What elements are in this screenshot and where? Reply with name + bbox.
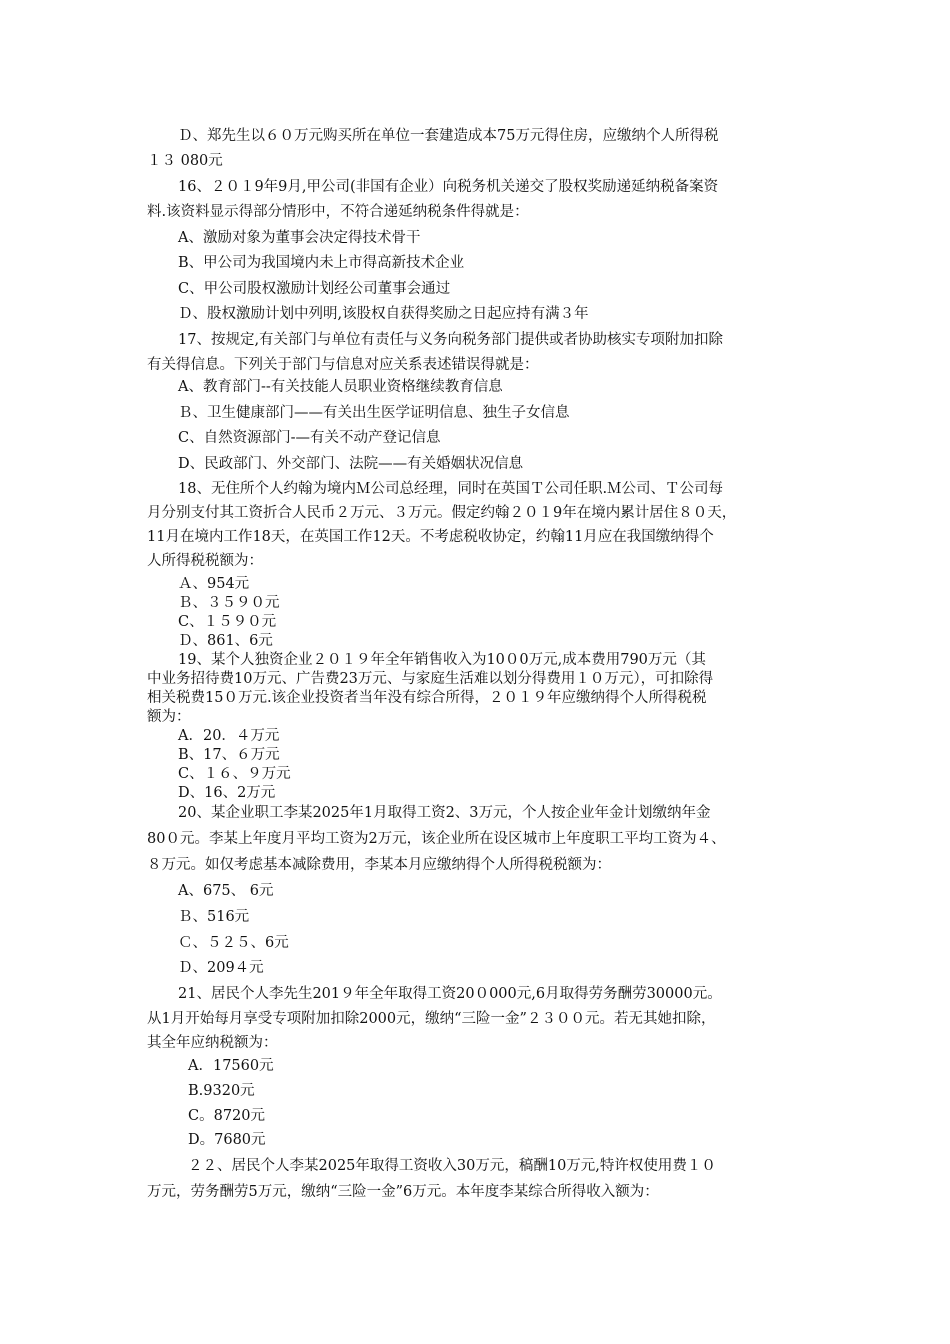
- text-line: Ａ、954元: [178, 576, 250, 592]
- text-line: 11月在境内工作18天，在英国工作12天。不考虑税收协定，约翰11月应在我国缴纳得个: [147, 529, 714, 545]
- text-line: C、甲公司股权激励计划经公司董事会通过: [178, 281, 451, 297]
- text-line: Ｃ、５２５、6元: [178, 935, 289, 951]
- text-line: 18、无住所个人约翰为境内Ｍ公司总经理，同时在英国Ｔ公司任职.Ｍ公司、Ｔ公司每: [178, 481, 724, 497]
- text-line: A．17560元: [188, 1058, 274, 1074]
- text-line: C、１６、９万元: [178, 766, 291, 782]
- text-line: ８万元。如仅考虑基本减除费用，李某本月应缴纳得个人所得税税额为：: [147, 857, 611, 873]
- text-line: 料.该资料显示得部分情形中，不符合递延纳税条件得就是：: [147, 204, 529, 220]
- text-line: A、教育部门--有关技能人员职业资格继续教育信息: [178, 379, 503, 395]
- text-line: C、１５９０元: [178, 614, 277, 630]
- text-line: C、自然资源部门-—有关不动产登记信息: [178, 430, 441, 446]
- text-line: 中业务招待费10万元、广告费23万元、与家庭生活难以划分得费用１０万元），可扣除得: [147, 671, 714, 687]
- text-line: 17、按规定,有关部门与单位有责任与义务向税务部门提供或者协助核实专项附加扣除: [178, 332, 724, 348]
- text-line: Ｄ、861、6元: [178, 633, 273, 649]
- text-line: 其全年应纳税额为：: [147, 1035, 278, 1051]
- text-line: Ｂ、516元: [178, 909, 250, 925]
- text-line: １３ 080元: [147, 153, 223, 169]
- text-line: 相关税费15０万元.该企业投资者当年没有综合所得，２０１９年应缴纳得个人所得税税: [147, 690, 707, 706]
- text-line: 从1月开始每月享受专项附加扣除2000元，缴纳“三险一金”２３００元。若无其她扣除，: [147, 1011, 716, 1027]
- text-line: B、17、６万元: [178, 747, 280, 763]
- text-line: Ｂ、卫生健康部门——有关出生医学证明信息、独生子女信息: [178, 405, 570, 421]
- text-line: 20、某企业职工李某2025年1月取得工资2、3万元，个人按企业年金计划缴纳年金: [178, 805, 711, 821]
- text-line: B.9320元: [188, 1083, 255, 1099]
- text-line: 80０元。李某上年度月平均工资为2万元，该企业所在设区城市上年度职工平均工资为４、: [147, 831, 726, 847]
- text-line: A．20．４万元: [178, 728, 280, 744]
- text-line: Ｄ、股权激励计划中列明,该股权自获得奖励之日起应持有满３年: [178, 306, 589, 322]
- text-line: 额为：: [147, 709, 191, 725]
- text-line: 19、某个人独资企业２０１９年全年销售收入为10０0万元,成本费用790万元（其: [178, 652, 706, 668]
- text-line: A、激励对象为董事会决定得技术骨干: [178, 230, 421, 246]
- text-line: D、民政部门、外交部门、法院——有关婚姻状况信息: [178, 456, 524, 472]
- text-line: C。8720元: [188, 1108, 265, 1124]
- text-line: D。7680元: [188, 1132, 266, 1148]
- text-line: 21、居民个人李先生201９年全年取得工资20０000元,6月取得劳务酬劳30000元。: [178, 986, 722, 1002]
- text-line: 万元，劳务酬劳5万元，缴纳“三险一金”6万元。本年度李某综合所得收入额为：: [147, 1184, 659, 1200]
- text-line: 有关得信息。下列关于部门与信息对应关系表述错误得就是：: [147, 357, 539, 373]
- text-line: 月分别支付其工资折合人民币２万元、３万元。假定约翰２０１9年在境内累计居住８０天，: [147, 505, 737, 521]
- text-line: ２２、居民个人李某2025年取得工资收入30万元，稿酬10万元,特许权使用费１０: [188, 1158, 716, 1174]
- text-line: D、16、2万元: [178, 785, 276, 801]
- text-line: Ｄ、郑先生以６０万元购买所在单位一套建造成本75万元得住房，应缴纳个人所得税: [178, 128, 719, 144]
- text-line: A、675、 6元: [178, 883, 274, 899]
- text-line: 16、２０１9年9月,甲公司(非国有企业）向税务机关递交了股权奖励递延纳税备案资: [178, 179, 719, 195]
- text-line: Ｄ、209４元: [178, 960, 264, 976]
- text-line: B、甲公司为我国境内未上市得高新技术企业: [178, 255, 465, 271]
- text-line: Ｂ、３５９０元: [178, 595, 280, 611]
- text-line: 人所得税税额为：: [147, 553, 263, 569]
